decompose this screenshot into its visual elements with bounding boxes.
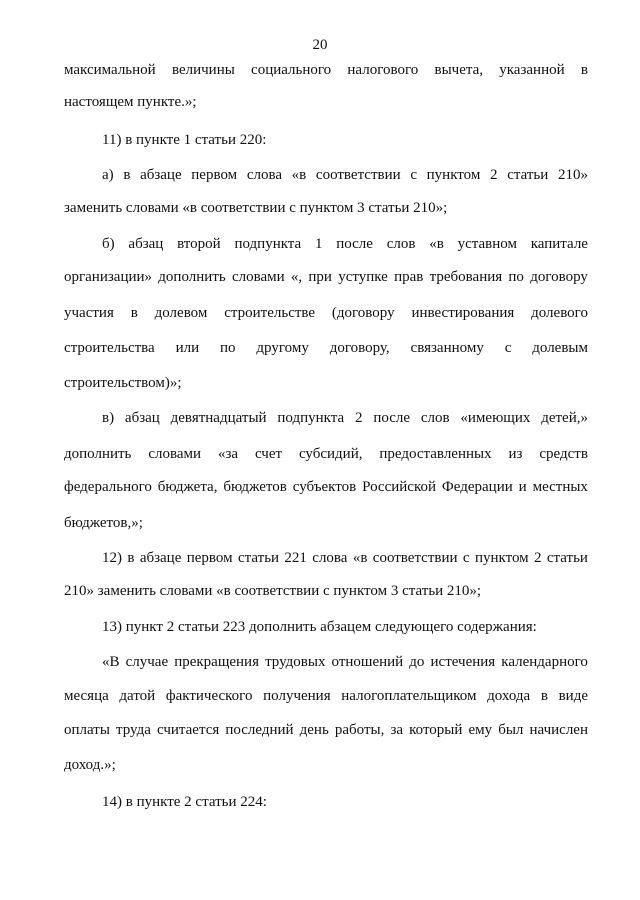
word: с	[462, 550, 470, 566]
word: был	[498, 722, 524, 738]
word: с	[410, 167, 417, 183]
word: в	[123, 167, 131, 183]
word: долевом	[154, 305, 208, 321]
word: дополнить	[158, 269, 226, 285]
word: субъектов	[292, 479, 357, 495]
word: в)	[102, 410, 115, 426]
word: требования	[429, 269, 503, 285]
word: указанной	[499, 62, 565, 78]
word: трудовых	[265, 654, 326, 670]
text-line: 210» заменить словами «в соответствии с пунктом 3 статьи 210»;	[64, 583, 482, 599]
word: соответствии	[315, 167, 401, 183]
word: девятнадцатый	[170, 410, 267, 426]
text-line	[64, 720, 588, 740]
word: после	[336, 236, 373, 252]
word: федерального	[64, 479, 152, 495]
text-line	[64, 477, 588, 497]
text-line	[102, 408, 588, 428]
word: считается	[156, 722, 220, 738]
word: средств	[539, 446, 588, 462]
word: участия	[64, 305, 114, 321]
word: первом	[191, 167, 238, 183]
word: при	[308, 269, 332, 285]
word: в	[540, 688, 548, 704]
word: налогоплательщиком	[341, 688, 477, 704]
word: предоставленных	[379, 446, 492, 462]
word: пунктом	[474, 550, 529, 566]
word: абзаце	[140, 167, 182, 183]
text-line	[102, 652, 588, 672]
word: 2	[490, 167, 498, 183]
word: 221	[284, 550, 307, 566]
word: капитале	[530, 236, 588, 252]
text-line: строительством)»;	[64, 375, 182, 391]
word: по	[220, 340, 236, 356]
word: «за	[217, 446, 239, 462]
text-line	[64, 60, 588, 80]
page-number: 20	[312, 37, 328, 53]
word: после	[373, 410, 411, 426]
word: 12)	[102, 550, 122, 566]
word: строительства	[64, 340, 155, 356]
word: договору	[530, 269, 588, 285]
word: в	[127, 550, 135, 566]
word: слов	[420, 410, 450, 426]
word: пунктом	[426, 167, 481, 183]
word: уставном	[457, 236, 517, 252]
text-line: бюджетов,»;	[64, 515, 143, 531]
word: Российской	[362, 479, 437, 495]
word: Федерации	[441, 479, 513, 495]
text-line	[64, 686, 588, 706]
word: строительстве	[224, 305, 316, 321]
word: слова	[312, 550, 348, 566]
word: местных	[532, 479, 588, 495]
word: долевого	[531, 305, 588, 321]
word: виде	[558, 688, 588, 704]
word: ему	[468, 722, 493, 738]
text-line: 11) в пункте 1 статьи 220:	[102, 132, 267, 148]
text-line	[102, 234, 588, 254]
word: труда	[116, 722, 151, 738]
word: календарного	[501, 654, 588, 670]
word: по	[508, 269, 524, 285]
word: (договору	[331, 305, 395, 321]
text-line	[102, 548, 588, 568]
word: соответствии	[372, 550, 458, 566]
word: а)	[102, 167, 114, 183]
word: б)	[102, 236, 115, 252]
word: начислен	[529, 722, 588, 738]
word: долевым	[532, 340, 588, 356]
text-line: доход.»;	[64, 757, 116, 773]
word: статьи	[237, 550, 280, 566]
word: слов	[386, 236, 416, 252]
word: 1	[314, 236, 323, 252]
word: «в	[291, 167, 307, 183]
text-line	[64, 303, 588, 323]
text-line	[64, 267, 588, 287]
word: 2	[354, 410, 363, 426]
text-line	[64, 444, 588, 464]
word: первом	[186, 550, 233, 566]
word: получения	[263, 688, 331, 704]
word: работы,	[334, 722, 385, 738]
word: статьи	[507, 167, 549, 183]
word: инвестирования	[411, 305, 515, 321]
word: за	[390, 722, 404, 738]
text-line	[64, 338, 588, 358]
word: 2	[534, 550, 542, 566]
word: до	[409, 654, 425, 670]
word: абзац	[124, 410, 160, 426]
word: оплаты	[64, 722, 110, 738]
text-line: 14) в пункте 2 статьи 224:	[102, 794, 267, 810]
text-line: настоящем пункте.»;	[64, 94, 197, 110]
word: случае	[125, 654, 169, 670]
word: абзаце	[139, 550, 182, 566]
word: слова	[246, 167, 282, 183]
word: месяца	[64, 688, 109, 704]
word: абзац	[128, 236, 164, 252]
word: словами	[231, 269, 285, 285]
word: прав	[394, 269, 424, 285]
word: вычета,	[434, 62, 483, 78]
text-line: 13) пункт 2 статьи 223 дополнить абзацем следующего содержания:	[102, 619, 537, 635]
word: бюджетов	[223, 479, 287, 495]
word: подпункта	[234, 236, 302, 252]
word: дополнить	[64, 446, 132, 462]
word: в	[130, 305, 138, 321]
word: и	[518, 479, 527, 495]
text-line: заменить словами «в соответствии с пунктом 3 статьи 210»;	[64, 200, 448, 216]
word: другому	[256, 340, 309, 356]
word: второй	[177, 236, 221, 252]
word: словами	[148, 446, 202, 462]
word: фактического	[165, 688, 253, 704]
word: социального	[251, 62, 332, 78]
word: подпункта	[277, 410, 345, 426]
word: налогового	[347, 62, 419, 78]
word: «В	[102, 654, 120, 670]
word: в	[580, 62, 588, 78]
word: субсидий,	[298, 446, 363, 462]
word: прекращения	[174, 654, 259, 670]
word: с	[504, 340, 512, 356]
word: связанному	[410, 340, 484, 356]
word: организации»	[64, 269, 153, 285]
word: датой	[119, 688, 156, 704]
word: «имеющих	[460, 410, 531, 426]
word: счет	[254, 446, 283, 462]
word: или	[175, 340, 200, 356]
word: последний	[225, 722, 294, 738]
word: детей,»	[541, 410, 588, 426]
word: отношений	[331, 654, 404, 670]
word: «в	[352, 550, 368, 566]
text-line	[102, 165, 588, 185]
word: величины	[171, 62, 235, 78]
word: дохода	[487, 688, 531, 704]
word: который	[409, 722, 463, 738]
word: максимальной	[64, 62, 156, 78]
word: «в	[429, 236, 444, 252]
word: день	[299, 722, 329, 738]
word: бюджета,	[157, 479, 218, 495]
word: статьи	[546, 550, 588, 566]
word: «,	[290, 269, 303, 285]
word: договору,	[329, 340, 390, 356]
word: уступке	[338, 269, 388, 285]
word: из	[508, 446, 523, 462]
word: 210»	[557, 167, 588, 183]
word: истечения	[430, 654, 496, 670]
